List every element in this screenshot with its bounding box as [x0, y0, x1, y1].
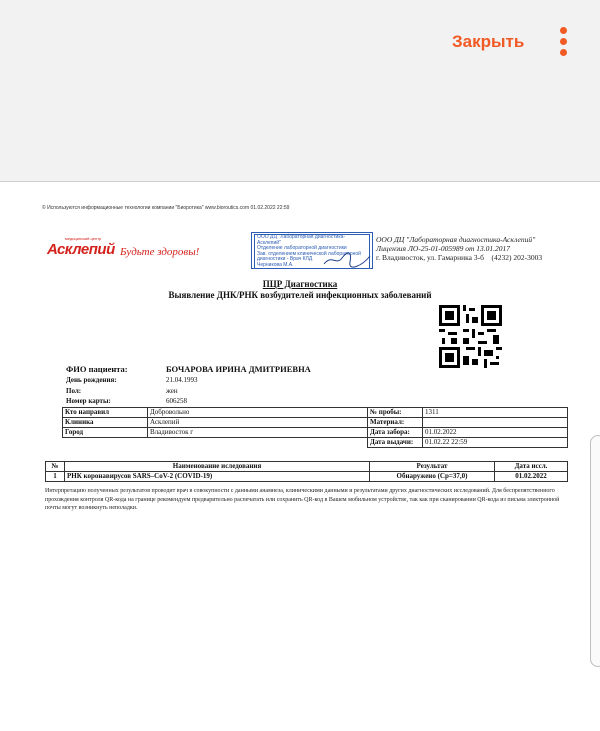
city-value: Владивосток г — [148, 428, 368, 438]
card-label: Номер карты: — [66, 397, 111, 405]
result-num: 1 — [46, 472, 65, 482]
city-label: Город — [63, 428, 148, 438]
patient-name-label: ФИО пациента: — [66, 364, 128, 374]
logo-subtitle: медицинский центр — [65, 236, 102, 241]
stamp-line: ООО ДЦ "Лабораторная диагностика-Асклепий" — [257, 234, 346, 246]
patient-name-row — [66, 364, 311, 374]
clinic-value: Асклепий — [148, 418, 368, 428]
dob-value: 21.04.1993 — [166, 376, 198, 384]
stamp-line: Черникова М.А. — [257, 261, 294, 268]
col-header-result: Результат — [370, 462, 495, 472]
document-subtitle: Выявление ДНК/РНК возбудителей инфекционных заболеваний — [168, 290, 432, 300]
material-value — [423, 418, 568, 428]
close-button[interactable]: Закрыть — [452, 32, 525, 51]
result-value: Обнаружено (Ср=37,0) — [370, 472, 495, 482]
taken-label: Дата забора: — [368, 428, 423, 438]
issued-label: Дата выдачи: — [368, 438, 423, 448]
table-row — [63, 428, 568, 438]
logo-brand: Асклепий — [47, 241, 115, 258]
qr-code — [439, 305, 502, 368]
org-phone: (4232) 202-3003 — [491, 253, 543, 262]
app-header — [0, 0, 600, 180]
org-license: Лицензия ЛО-25-01-005989 от 13.01.2017 — [376, 244, 511, 253]
taken-value: 01.02.2022 — [423, 428, 568, 438]
clinic-label: Клиника — [63, 418, 148, 428]
sample-value: 1311 — [423, 408, 568, 418]
referral-table — [62, 407, 568, 448]
table-header-row — [46, 462, 568, 472]
patient-card-row — [66, 397, 187, 405]
organization-info — [376, 235, 542, 262]
patient-sex-row — [66, 387, 178, 395]
kebab-menu-icon[interactable] — [558, 27, 570, 57]
results-table — [45, 461, 568, 482]
logo-slogan: Будьте здоровы! — [120, 246, 200, 258]
issued-value: 01.02.22 22:59 — [423, 438, 568, 448]
patient-name: БОЧАРОВА ИРИНА ДМИТРИЕВНА — [166, 364, 311, 374]
col-header-date: Дата иссл. — [495, 462, 568, 472]
card-value: 606258 — [166, 397, 187, 405]
document-title: ПЦР Диагностика — [262, 279, 338, 289]
stamp-line: Отделение лабораторной диагностики — [257, 245, 347, 252]
sex-label: Пол: — [66, 387, 82, 395]
sample-label: № пробы: — [368, 408, 423, 418]
disclaimer-note: Интерпретацию полученных результатов проводит врач в совокупности с данными анамнеза, клиническими данными и результатами других диагностических исследований. Для беспрепятственного прохождения контроля QR-кода на границе рекомендуем предварительно распечатать или сохранить QR-код в Вашем мобильном устройстве, так как при сканировании QR-кода из письма электронной почты могут возникнуть неполадки. — [45, 488, 560, 511]
table-row — [63, 438, 568, 448]
col-header-num: № — [46, 462, 65, 472]
signature — [322, 250, 372, 268]
material-label: Материал: — [368, 418, 423, 428]
table-row — [63, 418, 568, 428]
referrer-label: Кто направил — [63, 408, 148, 418]
copyright-note: © Используются информационные технологии компании "Биоротика" www.bioroutics.com 01.02.2022 22:59 — [42, 205, 290, 211]
col-header-name: Наименование иследования — [65, 462, 370, 472]
scroll-handle[interactable] — [590, 435, 600, 667]
referrer-value: Добровольно — [148, 408, 368, 418]
clinic-logo — [47, 234, 200, 266]
patient-dob-row — [66, 376, 198, 384]
sex-value: жен — [166, 387, 178, 395]
org-name: ООО ДЦ "Лабораторная диагностика-Асклепий" — [376, 235, 536, 244]
table-row — [63, 408, 568, 418]
stamp-line: диагностики - Врач КЛД — [257, 256, 313, 263]
table-row — [46, 472, 568, 482]
stamp-line: Зав. отделением клинической лабораторной — [257, 250, 361, 257]
result-date: 01.02.2022 — [495, 472, 568, 482]
result-test-name: РНК коронавирусов SARS–CoV-2 (COVID-19) — [65, 472, 370, 482]
dob-label: День рождения: — [66, 376, 117, 384]
org-address: г. Владивосток, ул. Гамарника 3-б — [376, 253, 484, 262]
